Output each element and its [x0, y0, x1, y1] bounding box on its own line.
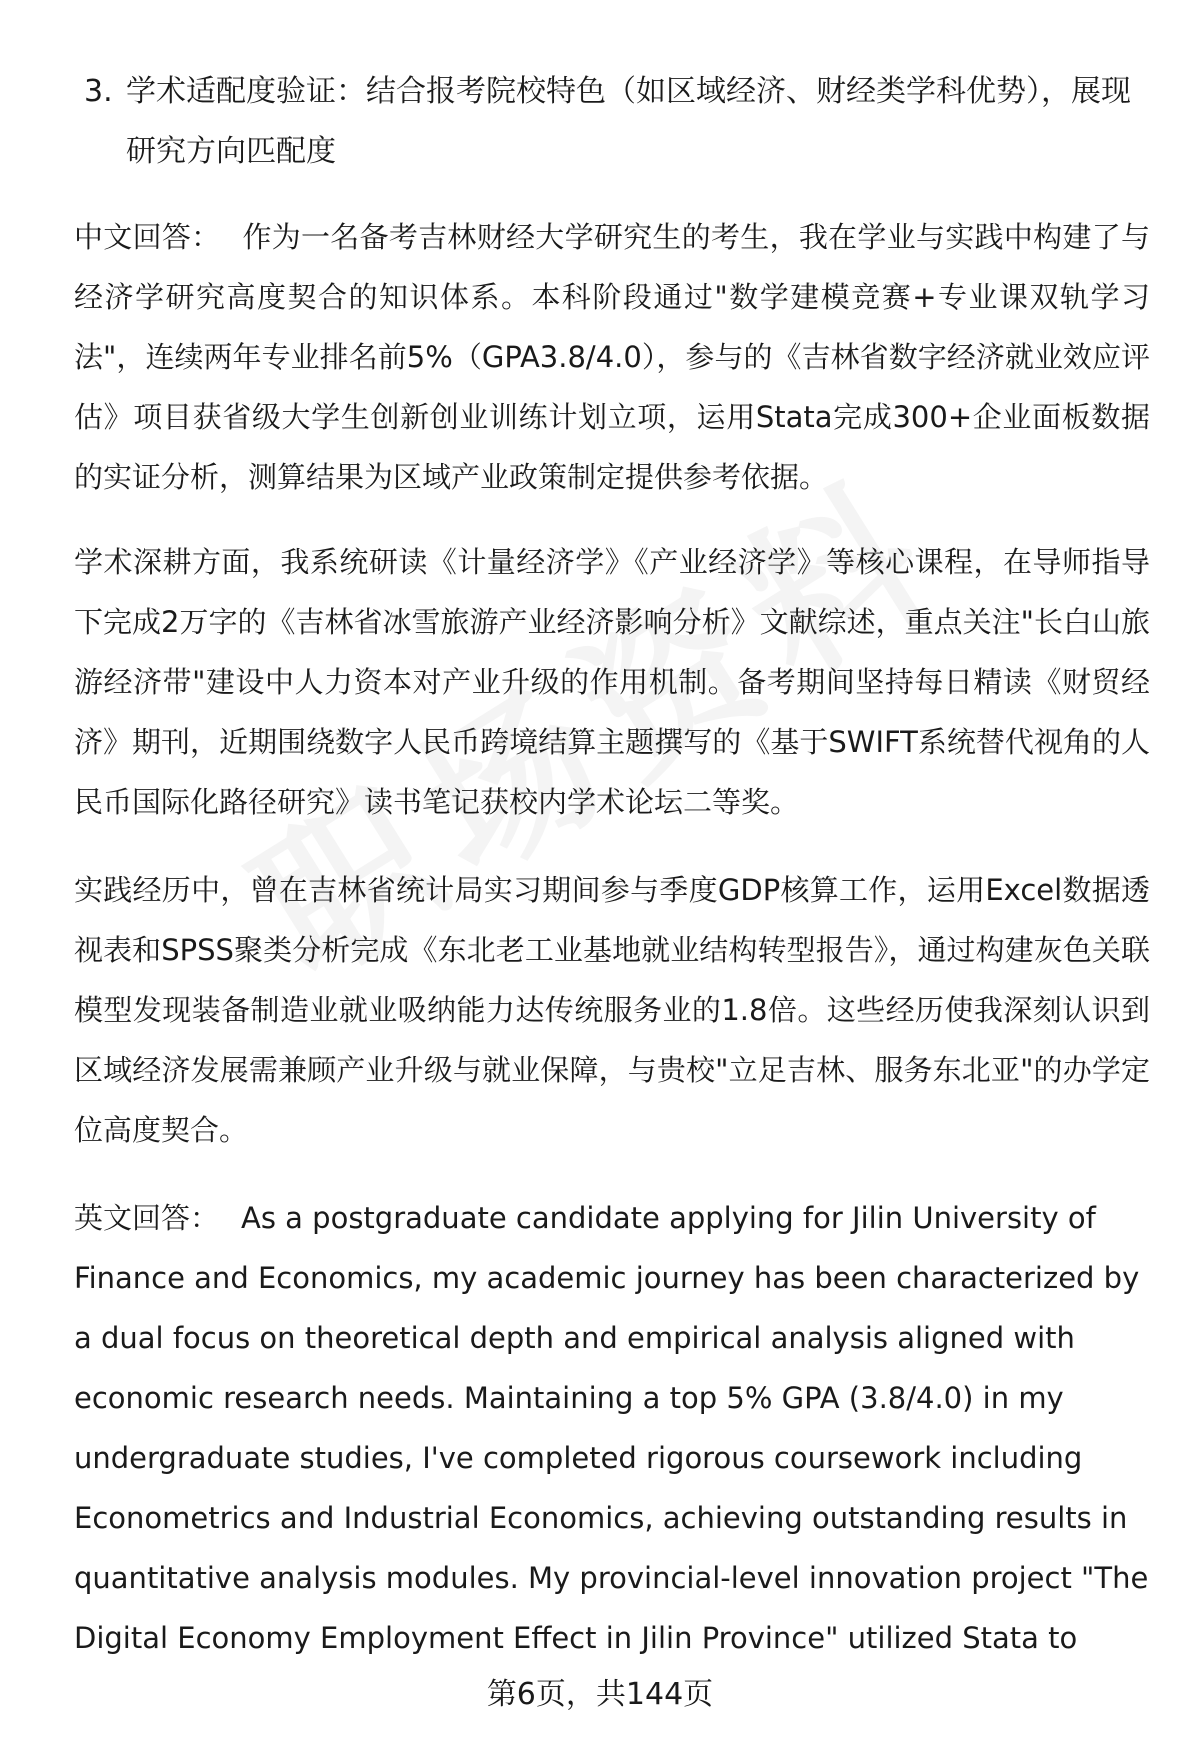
chinese-answer-paragraph-1 [74, 207, 1150, 507]
chinese-answer-paragraph-1-text: 作为一名备考吉林财经大学研究生的考生，我在学业与实践中构建了与经济学研究高度契合的知识体系。本科阶段通过"数学建模竞赛+专业课双轨学习法"，连续两年专业排名前5%（GPA3.8/4.0），参与的《吉林省数字经济就业效应评估》项目获省级大学生创新创业训练计划立项，运用Stata完成300+企业面板数据的实证分析，测算结果为区域产业政策制定提供参考依据。 [74, 220, 1150, 494]
page-indicator: 第6页，共144页 [486, 1677, 714, 1712]
chinese-answer-paragraph-2: 学术深耕方面，我系统研读《计量经济学》《产业经济学》等核心课程，在导师指导下完成2万字的《吉林省冰雪旅游产业经济影响分析》文献综述，重点关注"长白山旅游经济带"建设中人力资本对产业升级的作用机制。备考期间坚持每日精读《财贸经济》期刊，近期围绕数字人民币跨境结算主题撰写的《基于SWIFT系统替代视角的人民币国际化路径研究》读书笔记获校内学术论坛二等奖。 [74, 545, 1150, 819]
english-answer-label: 英文回答： [74, 1201, 220, 1235]
chinese-answer-label: 中文回答： [74, 220, 221, 254]
list-item-number: 3. [84, 74, 113, 109]
english-answer-paragraph-1 [74, 1188, 1150, 1668]
chinese-answer-paragraph-3: 实践经历中，曾在吉林省统计局实习期间参与季度GDP核算工作，运用Excel数据透视表和SPSS聚类分析完成《东北老工业基地就业结构转型报告》，通过构建灰色关联模型发现装备制造业就业吸纳能力达传统服务业的1.8倍。这些经历使我深刻认识到区域经济发展需兼顾产业升级与就业保障，与贵校"立足吉林、服务东北亚"的办学定位高度契合。 [74, 873, 1150, 1147]
list-item-text: 学术适配度验证：结合报考院校特色（如区域经济、财经类学科优势），展现研究方向匹配度 [126, 74, 1131, 169]
list-item-3 [84, 62, 1150, 182]
english-answer-paragraph-1-text: As a postgraduate candidate applying for Jilin University of Finance and Economics, my academic journey has been characterized by a dual focus on theoretical depth and empirical analysis aligned with economic research needs. Maintaining a top 5% GPA (3.8/4.0) in my undergraduate studies, I've completed rigorous coursework including Econometrics and Industrial Economics, achieving outstanding results in quantitative analysis modules. My provincial-level innovation project "The Digital Economy Employment Effect in Jilin Province" utilized Stata to [74, 1201, 1149, 1655]
